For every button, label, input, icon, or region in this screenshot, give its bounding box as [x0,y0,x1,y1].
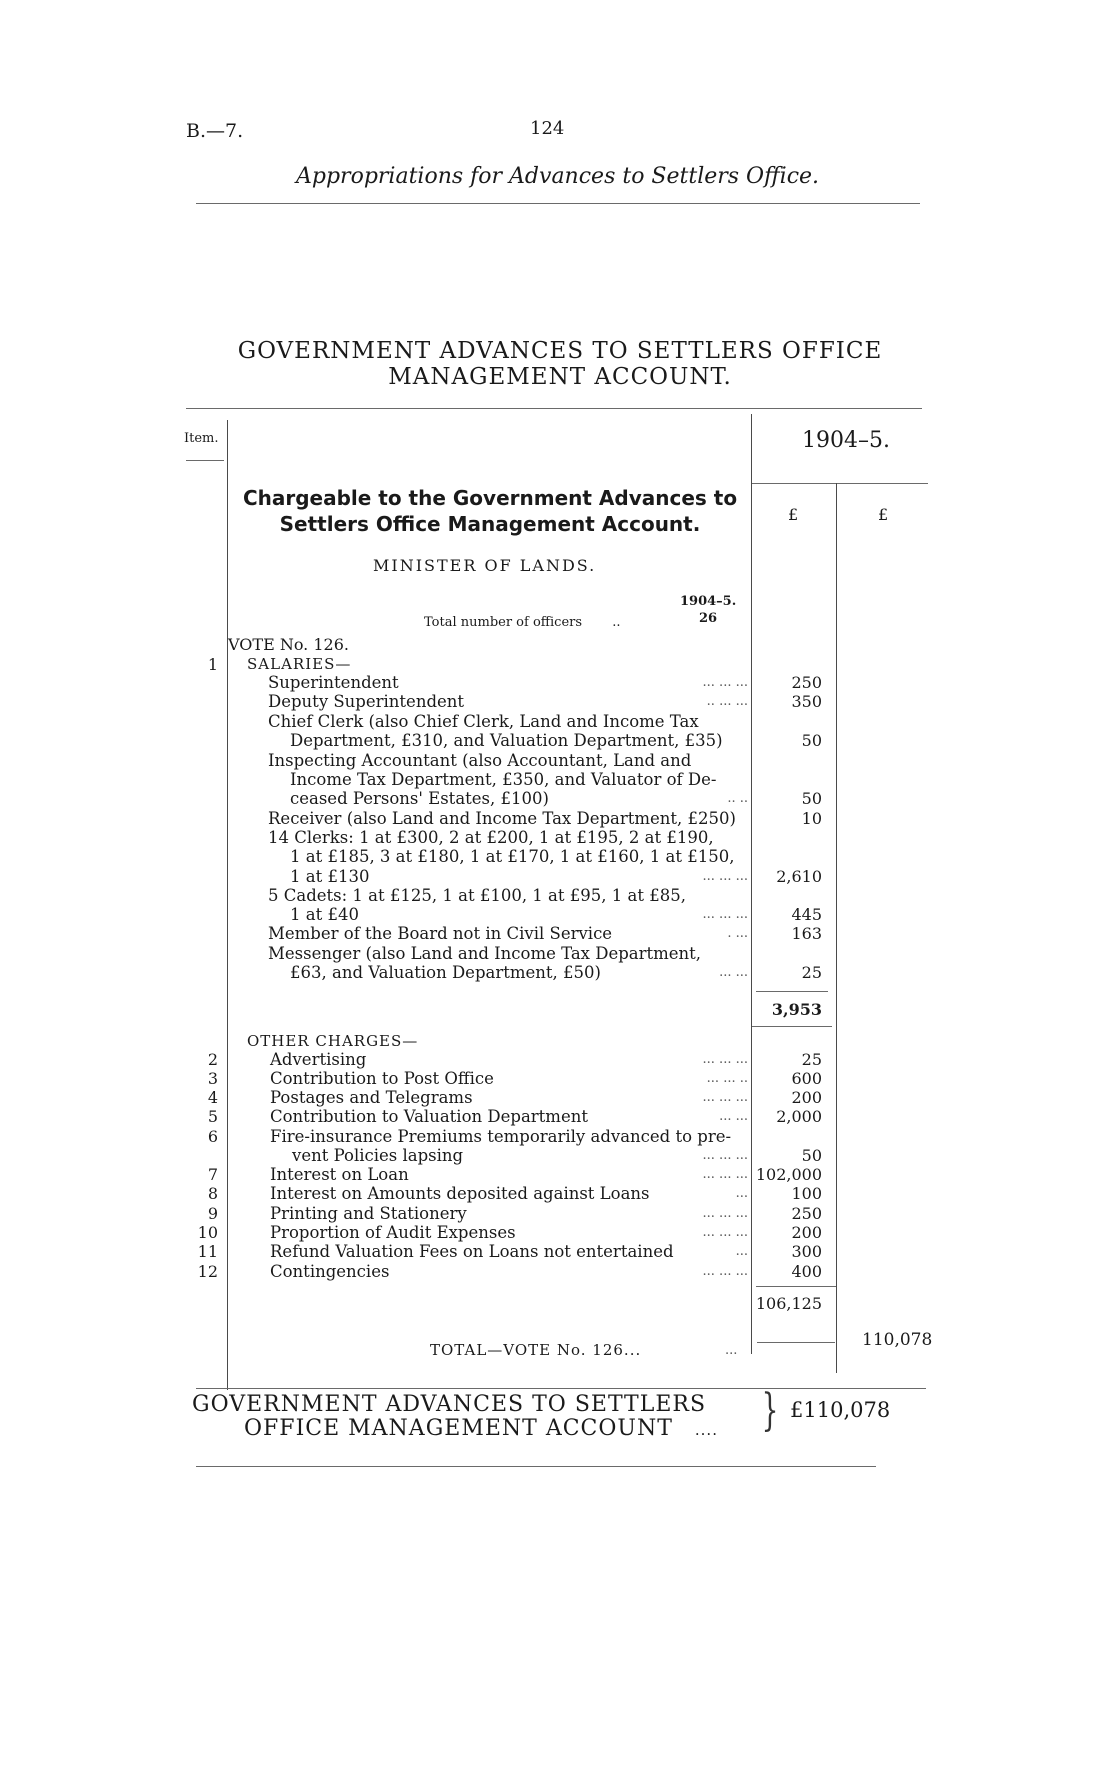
leader-dots: .. .. [727,791,748,806]
officers-label-text: Total number of officers [424,615,583,630]
summary-brace: } [761,1385,779,1436]
other-charges-subtotal: 106,125 [755,1294,822,1313]
line-amount: 200 [791,1088,822,1107]
leader-dots: ... ... ... [702,1206,748,1221]
salaries-subtotal-underline [752,1026,832,1027]
line-text: Receiver (also Land and Income Tax Department, £250) [268,809,736,828]
year-column-header: 1904–5. [802,428,890,453]
line-amount: 50 [801,1146,822,1165]
line-text: Department, £310, and Valuation Department, £35) [290,731,723,750]
leader-dots: ... ... ... [702,675,748,690]
other-charges-subtotal-rule [756,1286,836,1287]
line-amount: 350 [791,692,822,711]
line-amount: 100 [791,1184,822,1203]
line-text: Messenger (also Land and Income Tax Department, [268,944,702,963]
item-number: 8 [207,1184,218,1203]
summary-line2-text: OFFICE MANAGEMENT ACCOUNT [244,1416,673,1441]
total-rule [757,1342,835,1343]
leader-dots: ... [735,1244,748,1259]
document-reference: B.—7. [186,120,244,142]
line-text: 14 Clerks: 1 at £300, 2 at £200, 1 at £195, 2 at £190, [268,828,714,847]
account-title-line1: GOVERNMENT ADVANCES TO SETTLERS OFFICE [237,338,883,364]
item-number: 4 [207,1088,218,1107]
line-text: Proportion of Audit Expenses [270,1223,516,1242]
line-amount: 10 [801,809,822,828]
item-head-rule [186,460,224,461]
summary-amount: £110,078 [790,1398,891,1422]
line-amount: 50 [801,731,822,750]
chargeable-heading-line1: Chargeable to the Government Advances to [242,486,738,510]
total-column-divider [836,483,837,1373]
item-number: 9 [207,1204,218,1223]
line-text: Inspecting Accountant (also Accountant, Land and [268,751,692,770]
summary-bottom-rule [196,1466,876,1467]
leader-dots: ... ... ... [702,1052,748,1067]
header-rule [196,203,920,204]
page-number: 124 [530,118,565,139]
total-vote-label: TOTAL—VOTE No. 126... [430,1341,642,1359]
line-amount: 102,000 [755,1165,822,1184]
leader-dots: . ... [727,926,748,941]
item-column-divider [227,420,228,1390]
line-amount: 600 [791,1069,822,1088]
line-amount: 25 [801,963,822,982]
line-amount: 25 [801,1050,822,1069]
minister-heading: MINISTER OF LANDS. [373,556,597,575]
line-amount: 200 [791,1223,822,1242]
line-text: Interest on Amounts deposited against Loans [270,1184,650,1203]
item-number: 12 [197,1262,218,1281]
salaries-heading: SALARIES— [247,655,352,673]
pound-sign-subtotals: £ [788,505,799,524]
line-amount: 250 [791,673,822,692]
leader-dots: ... ... ... [702,907,748,922]
officers-dots: .. [612,615,621,630]
line-amount: 50 [801,789,822,808]
summary-line2 [244,1416,718,1441]
item-number: 6 [207,1127,218,1146]
leader-dots: ... ... .. [706,1071,748,1086]
line-text: Contingencies [270,1262,390,1281]
line-text: Superintendent [268,673,399,692]
item-number: 1 [207,655,218,674]
summary-dots: .... [694,1421,718,1439]
leader-dots: ... [735,1186,748,1201]
total-vote-amount: 110,078 [862,1330,933,1350]
item-number: 5 [207,1107,218,1126]
line-text: 1 at £40 [290,905,359,924]
leader-dots: ... ... ... [702,1225,748,1240]
other-charges-heading: OTHER CHARGES— [247,1032,419,1050]
officers-label [424,615,620,630]
item-number: 10 [197,1223,218,1242]
summary-line1: GOVERNMENT ADVANCES TO SETTLERS [192,1392,707,1417]
line-text: Contribution to Valuation Department [270,1107,588,1126]
item-number: 2 [207,1050,218,1069]
line-amount: 163 [791,924,822,943]
leader-dots: ... ... ... [702,1167,748,1182]
leader-dots: .. ... ... [706,694,748,709]
chargeable-heading-line2: Settlers Office Management Account. [279,512,701,536]
table-top-rule [186,408,922,409]
line-text: Postages and Telegrams [270,1088,473,1107]
officers-year: 1904–5. [680,594,737,609]
line-amount: 445 [791,905,822,924]
line-text: Income Tax Department, £350, and Valuator of De- [290,770,717,789]
line-text: Refund Valuation Fees on Loans not entertained [270,1242,674,1261]
salaries-subtotal-rule [756,991,828,992]
line-text: Deputy Superintendent [268,692,465,711]
leader-dots: ... ... ... [702,869,748,884]
vote-number: VOTE No. 126. [228,635,349,654]
item-column-header: Item. [184,431,219,446]
line-amount: 400 [791,1262,822,1281]
line-text: 1 at £130 [290,867,370,886]
line-text: ceased Persons' Estates, £100) [290,789,549,808]
pound-sign-totals: £ [878,505,889,524]
line-text: Fire-insurance Premiums temporarily advanced to pre- [270,1127,732,1146]
leader-dots: ... ... ... [702,1264,748,1279]
item-number: 11 [197,1242,218,1261]
item-number: 7 [207,1165,218,1184]
leader-dots: ... ... ... [702,1148,748,1163]
line-amount: 2,610 [776,867,822,886]
salaries-subtotal: 3,953 [771,1000,822,1019]
officers-count: 26 [699,611,718,626]
line-text: Interest on Loan [270,1165,409,1184]
leader-dots: ... ... ... [702,1090,748,1105]
line-text: Printing and Stationery [270,1204,467,1223]
line-text: Contribution to Post Office [270,1069,494,1088]
line-amount: 250 [791,1204,822,1223]
leader-dots: ... ... [719,965,748,980]
line-text: vent Policies lapsing [292,1146,464,1165]
leader-dots: ... ... [719,1109,748,1124]
line-text: Advertising [270,1050,367,1069]
total-vote-dots: ... [725,1343,738,1358]
line-text: 5 Cadets: 1 at £125, 1 at £100, 1 at £95, 1 at £85, [268,886,686,905]
year-head-rule [752,483,928,484]
running-title: Appropriations for Advances to Settlers Office. [296,164,820,189]
line-text: 1 at £185, 3 at £180, 1 at £170, 1 at £160, 1 at £150, [290,847,735,866]
account-title-line2: MANAGEMENT ACCOUNT. [388,364,732,390]
item-number: 3 [207,1069,218,1088]
line-text: £63, and Valuation Department, £50) [290,963,601,982]
summary-top-rule [196,1388,926,1389]
line-amount: 300 [791,1242,822,1261]
line-text: Chief Clerk (also Chief Clerk, Land and Income Tax [268,712,699,731]
line-amount: 2,000 [776,1107,822,1126]
line-text: Member of the Board not in Civil Service [268,924,613,943]
